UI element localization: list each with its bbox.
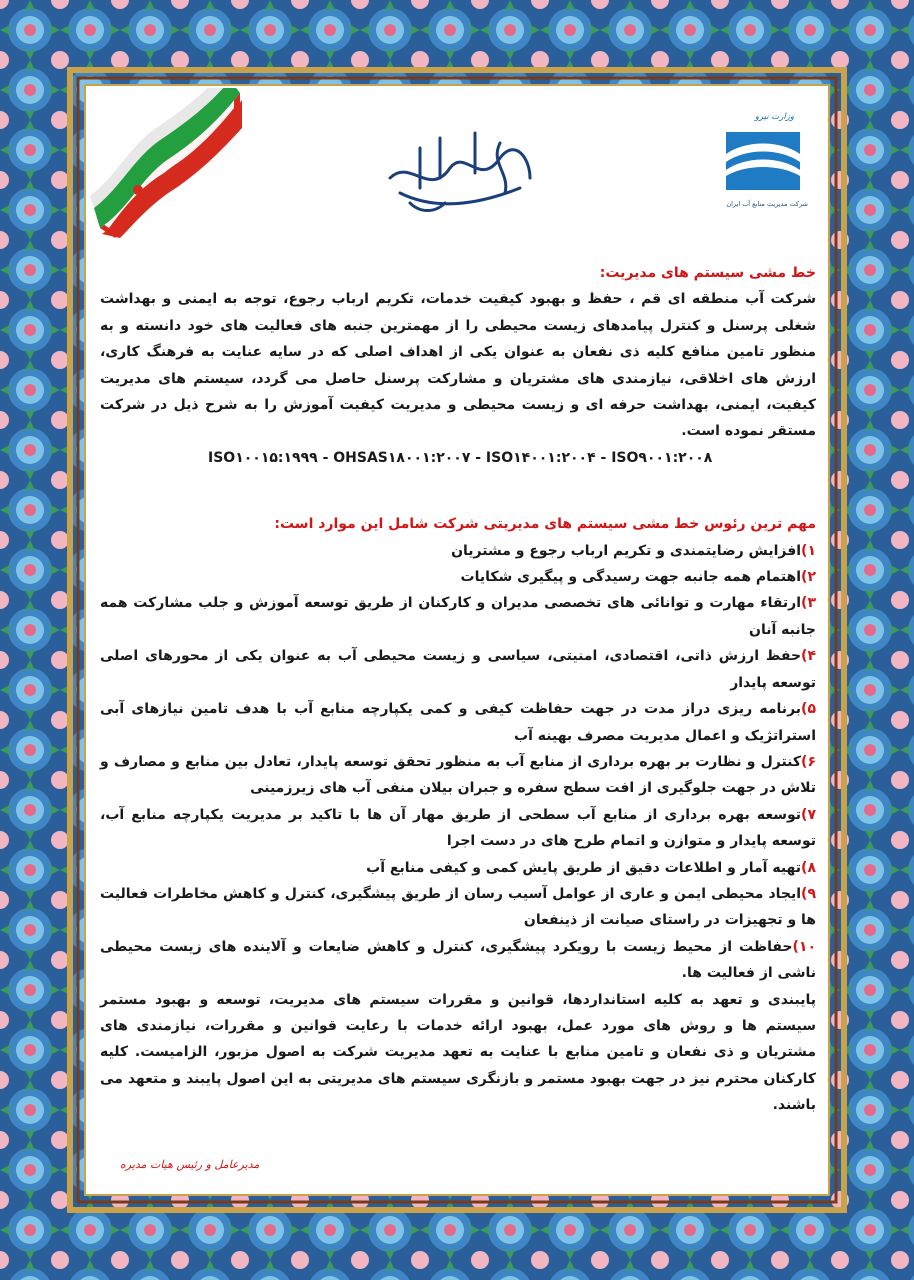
bismillah-calligraphy: [380, 118, 540, 218]
ministry-label: وزارت نیرو: [754, 112, 794, 122]
list-item: ۱)افزایش رضایتمندی و تکریم ارباب رجوع و مشتریان: [451, 542, 816, 559]
list-item: ۶)کنترل و نظارت بر بهره برداری از منابع آب به منظور تحقق توسعه پایدار، تعادل بین منابع و مصارف و تلاش در جهت جلوگیری از افت سطح سفره و جبران بیلان منفی آب های زیرزمینی: [100, 753, 816, 797]
company-logo: [716, 112, 808, 208]
section1-title: خط مشی سیستم های مدیریت:: [599, 265, 816, 281]
section2-title: مهم ترین رئوس خط مشی سیستم های مدیریتی شرکت شامل این موارد است:: [274, 516, 816, 533]
iran-flag-icon: [90, 88, 250, 238]
iso-standards: ISO۱۰۰۱۵:۱۹۹۹ - OHSAS۱۸۰۰۱:۲۰۰۷ - ISO۱۴۰۰۱:۲۰۰۴ - ISO۹۰۰۱:۲۰۰۸: [208, 449, 713, 466]
list-item: ۸)تهیه آمار و اطلاعات دقیق از طریق پایش کمی و کیفی منابع آب: [366, 859, 816, 876]
list-item: ۱۰)حفاظت از محیط زیست با رویکرد پیشگیری، کنترل و کاهش ضایعات و آلاینده های زیست محیطی ناشی از فعالیت ها.: [100, 938, 816, 982]
list-item: ۹)ایجاد محیطی ایمن و عاری از عوامل آسیب رسان از طریق پیشگیری، کنترل و کاهش مخاطرات فعالیت ها و تجهیزات در راستای صیانت از ذینفعان: [100, 885, 816, 929]
company-label: شرکت مدیریت منابع آب ایران: [726, 200, 808, 208]
list-item: ۴)حفظ ارزش ذاتی، اقتصادی، امنیتی، سیاسی و زیست محیطی آب به عنوان یکی از محورهای اصلی توسعه پایدار: [100, 648, 816, 691]
section1-paragraph: شرکت آب منطقه ای قم ، حفظ و بهبود کیفیت خدمات، تکریم ارباب رجوع، توجه به ایمنی و بهداشت شغلی پرسنل و کنترل پیامدهای زیست محیطی را از مهمترین جنبه های فعالیت های خود دانسته و به منظور تامین منافع کلیه ذی نفعان به عنوان یکی از اهداف اصلی که در سایه عنایت به فرهنگ کاری، ارزش های اخلاقی، نیازمندی های مشتریان و مشارکت پرسنل حاصل می گردد، سیستم های مدیریت کیفیت، ایمنی، بهداشت حرفه ای و زیست محیطی و مدیریت کیفیت آموزش را به شرح ذیل در شرکت مستقر نموده است.: [100, 291, 816, 440]
water-logo-icon: [726, 132, 800, 190]
list-item: ۷)توسعه بهره برداری از منابع آب سطحی از طریق مهار آن ها با تاکید بر مدیریت یکپارچه منابع آب، توسعه پایدار و متوازن و اتمام طرح های در دست اجرا: [100, 806, 816, 850]
signature: مدیرعامل و رئیس هیات مدیره: [120, 1158, 260, 1171]
list-item: ۲)اهتمام همه جانبه جهت رسیدگی و پیگیری شکایات: [460, 569, 816, 586]
list-item: ۳)ارتقاء مهارت و توانائی های تخصصی مدیران و کارکنان از طریق توسعه آموزش و جلب مشارکت همه جانبه آنان: [100, 595, 816, 638]
list-item: ۵)برنامه ریزی دراز مدت در جهت حفاظت کیفی و کمی یکپارچه منابع آب با هدف تامین نیازهای آبی استراتژیک و اعمال مدیریت مصرف بهینه آب: [100, 701, 816, 744]
policy-content: [100, 260, 816, 1119]
closing-paragraph: پایبندی و تعهد به کلیه استانداردها، قوانین و مقررات سیستم های مدیریت، توسعه و بهبود مستمر سیستم ها و روش های مورد عمل، بهبود ارائه خدمات با رعایت قوانین و مقررات، نیازمندی های مشتریان و ذی نفعان و تامین منابع با عنایت به تعهد مدیریت شرکت به اصول مزبور، الزامیست. کلیه کارکنان محترم نیز در جهت بهبود مستمر و بازنگری سیستم های مدیریتی به این اصول پایبند و متعهد می باشند.: [100, 991, 816, 1114]
